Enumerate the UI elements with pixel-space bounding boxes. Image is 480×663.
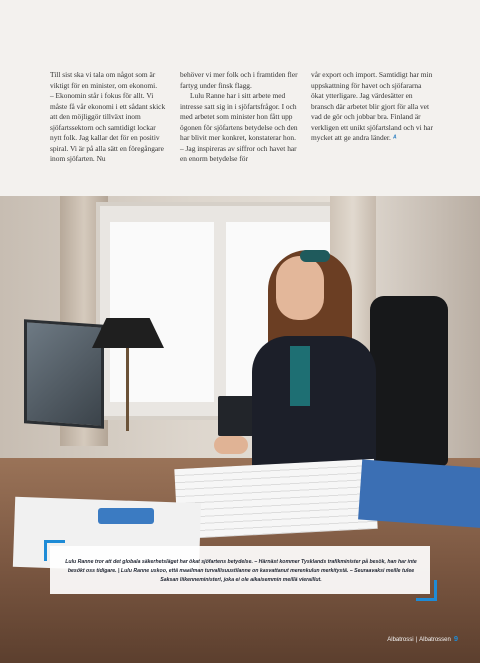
page-number: 9 <box>453 634 458 643</box>
photo-caption: Lulu Ranne tror att det globala säkerhetsläget har ökat sjöfartens betydelse. – Härnäst kommer Tysklands trafikminister på besök, han har inte besökt oss tidigare. | Lulu Ranne uskoo, että maailman turvallisuustilanne on kasvattanut merenkulun merkitystä. – Seuraavaksi meille tulee Saksan liikenneministeri, joka ei ole aikaisemmin meillä vieraillut. <box>65 559 417 583</box>
end-mark-icon: ᴬ <box>392 133 397 142</box>
paper-stack <box>174 459 377 539</box>
page-footer <box>387 634 458 643</box>
text-column-2 <box>180 70 300 165</box>
headband <box>300 250 330 262</box>
blue-folder <box>358 460 480 529</box>
paragraph: behöver vi mer folk och i framtiden fler fartyg under finsk flagg. <box>180 70 298 90</box>
paragraph: Till sist ska vi tala om något som är viktigt för en minister, om ekonomi. <box>50 70 158 90</box>
text-column-3 <box>311 70 433 144</box>
person-body <box>252 336 376 476</box>
footer-title-finnish: Albatrossi <box>387 637 414 643</box>
paragraph: – Jag inspireras av siffror och havet har en enorm betydelse för <box>180 143 297 163</box>
paragraph-text: vår export och import. Samtidigt har min uppskattning för havet och sjöfararna ökat ytterligare. Jag värdesätter en bransch där arbetet blir gjort för alla vet vad de gör och jobbar bra. Finland är verkligen ett unikt sjöfartsland och vi har mycket att ge andra länder. <box>311 70 433 142</box>
office-chair <box>370 296 448 466</box>
person-face <box>276 256 324 320</box>
caption-corner-bottom-right <box>416 580 437 601</box>
paragraph: – Ekonomin står i fokus för allt. Vi måste få vår ekonomi i ett sådant skick att den möjliggör tillväxt inom sjöfartssektorn och samtidigt lockar nytt folk. Jag kallar det för en positiv spiral. Vi är på alla sätt en föregångare inom sjöfarten. Nu <box>50 91 166 163</box>
person-hand <box>214 436 248 454</box>
blue-document <box>98 508 154 524</box>
lamp-pole <box>126 346 129 431</box>
footer-title-swedish: Albatrossen <box>419 637 451 643</box>
computer-monitor <box>24 319 104 429</box>
person-shirt <box>290 346 310 406</box>
article-text-area <box>0 0 480 196</box>
caption-corner-top-left <box>44 540 65 561</box>
paragraph: Lulu Ranne har i sitt arbete med intresse satt sig in i sjöfartsfrågor. I och med arbetet som minister hon fått upp ögonen för sjöfartens betydelse och den har blivit mer konkret, konstaterar hon. <box>180 91 298 142</box>
text-column-1 <box>50 70 168 165</box>
paragraph <box>311 70 433 144</box>
footer-separator: | <box>415 637 418 643</box>
